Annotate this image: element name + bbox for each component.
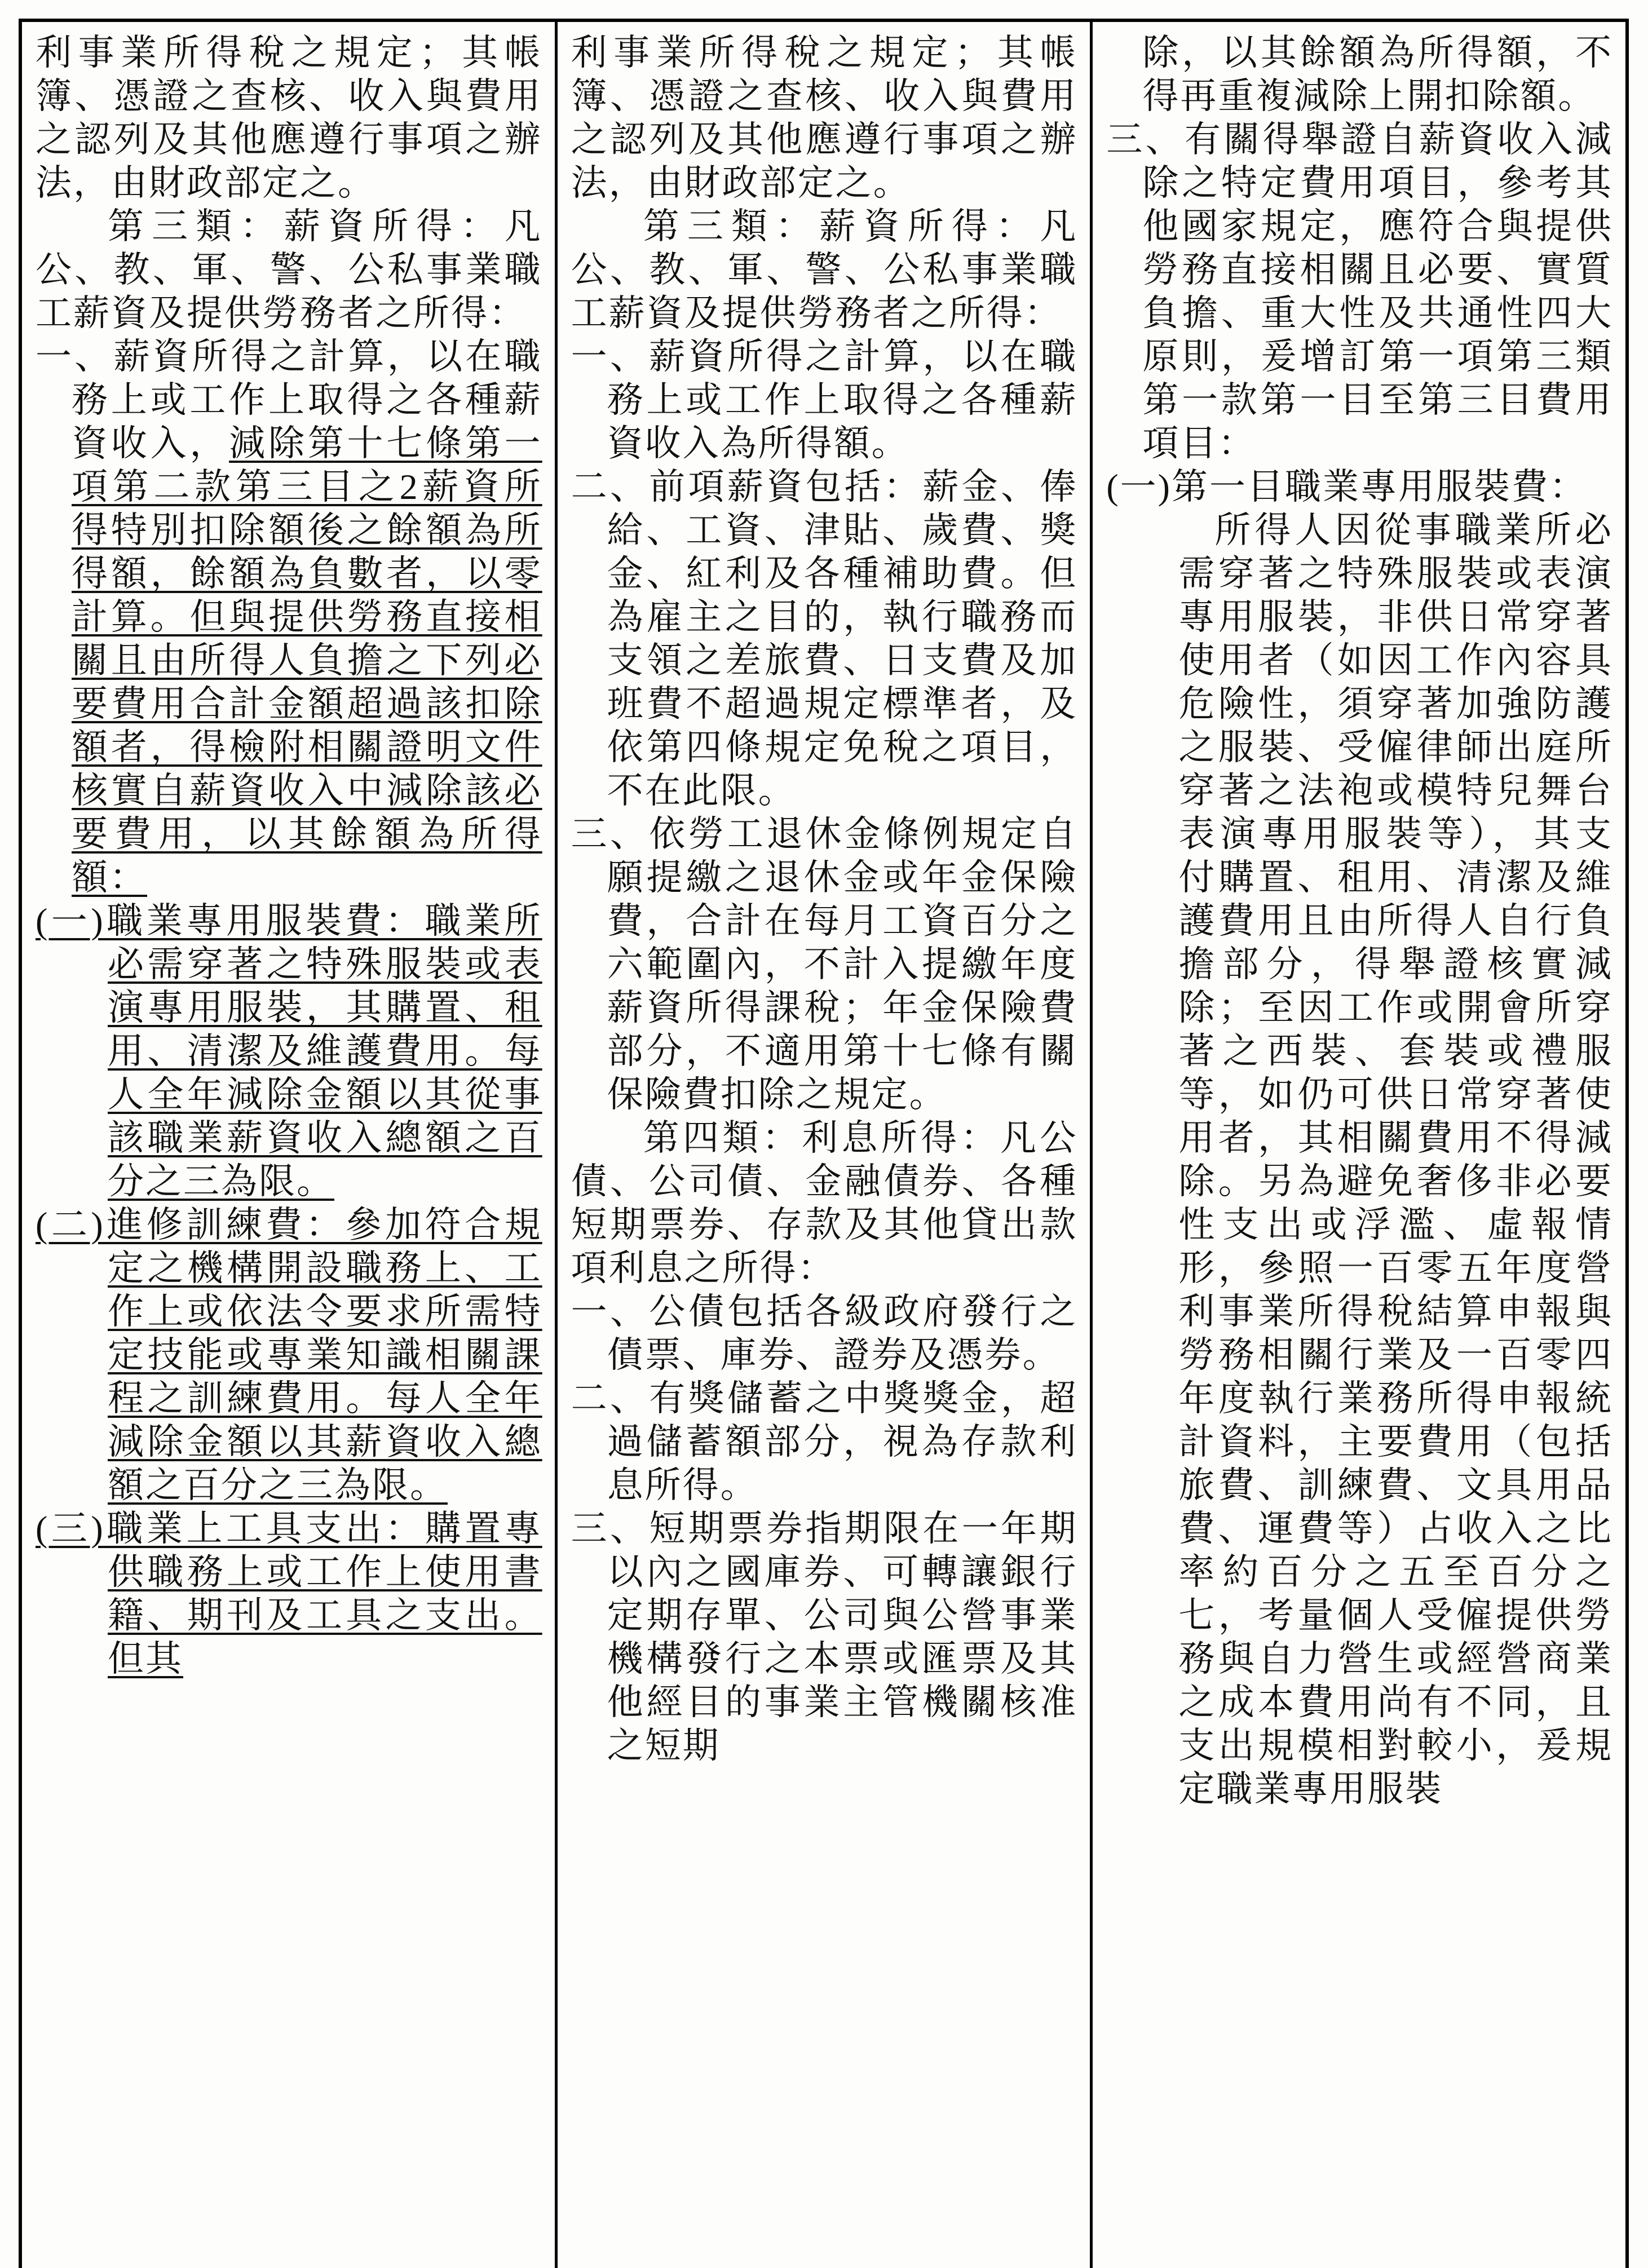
text-segment: (一)第一目職業專用服裝費：: [1106, 467, 1587, 507]
paragraph: [36, 1203, 542, 1507]
underlined-text-segment: (二)進修訓練費：參加符合規定之機構開設職務上、工作上或依法令要求所需特定技能或專業知識相關課程之訓練費用。每人全年減除金額以其薪資收入總額之百分之三為限。: [36, 1205, 542, 1505]
text-segment: 三、依勞工退休金條例規定自願提繳之退休金或年金保險費，合計在每月工資百分之六範圍內，不計入提繳年度薪資所得課稅；年金保險費部分，不適用第十七條有關保險費扣除之規定。: [571, 814, 1078, 1115]
text-segment: 三、短期票券指期限在一年期以內之國庫券、可轉讓銀行定期存單、公司與公營事業機構發行之本票或匯票及其他經目的事業主管機關核准之短期: [571, 1509, 1078, 1766]
column-right-explanation: [1090, 22, 1625, 2268]
text-segment: 三、有關得舉證自薪資收入減除之特定費用項目，參考其他國家規定，應符合與提供勞務直接相關且必要、實質負擔、重大性及共通性四大原則，爰增訂第一項第三類第一款第一目至第三目費用項目：: [1106, 120, 1614, 463]
text-segment: 第四類：利息所得：凡公債、公司債、金融債券、各種短期票券、存款及其他貸出款項利息之所得：: [571, 1118, 1078, 1288]
column-left-amended-text: [22, 22, 555, 2268]
paragraph: [1106, 31, 1613, 118]
text-segment: 所得人因從事職業所必需穿著之特殊服裝或表演專用服裝，非供日常穿著使用者（如因工作內容具危險性，須穿著加強防護之服裝、受僱律師出庭所穿著之法袍或模特兒舞台表演專用服裝等），其支付購置、租用、清潔及維護費用且由所得人自行負擔部分，得舉證核實減除；至因工作或開會所穿著之西裝、套裝或禮服等，如仍可供日常穿著使用者，其相關費用不得減除。另為避免奢侈非必要性支出或浮濫、虛報情形，參照一百零五年度營利事業所得稅結算申報與勞務相關行業及一百零四年度執行業務所得申報統計資料，主要費用（包括旅費、訓練費、文具用品費、運費等）占收入之比率約百分之五至百分之七，考量個人受僱提供勞務與自力營生或經營商業之成本費用尚有不同，且支出規模相對較小，爰規定職業專用服裝: [1178, 510, 1614, 1809]
paragraph: [1106, 509, 1613, 1811]
text-segment: 二、前項薪資包括：薪金、俸給、工資、津貼、歲費、獎金、紅利及各種補助費。但為雇主之目的，執行職務而支領之差旅費、日支費及加班費不超過規定標準者，及依第四條規定免稅之項目，不在此限。: [571, 467, 1078, 811]
paragraph: [1106, 465, 1613, 509]
text-segment: 二、有獎儲蓄之中獎獎金，超過儲蓄額部分，視為存款利息所得。: [571, 1378, 1078, 1505]
underlined-text-segment: 減除第十七條第一項第二款第三目之2薪資所得特別扣除額後之餘額為所得額，餘額為負數者，以零計算。但與提供勞務直接相關且由所得人負擔之下列必要費用合計金額超過該扣除額者，得檢附相關證明文件核實自薪資收入中減除該必要費用，以其餘額為所得額：: [72, 423, 542, 898]
paragraph: [571, 812, 1078, 1116]
text-segment: 除，以其餘額為所得額，不得再重複減除上開扣除額。: [1142, 33, 1614, 116]
text-segment: 利事業所得稅之規定；其帳簿、憑證之查核、收入與費用之認列及其他應遵行事項之辦法，由財政部定之。: [571, 33, 1078, 203]
underlined-text-segment: (一)職業專用服裝費：職業所必需穿著之特殊服裝或表演專用服裝，其購置、租用、清潔及維護費用。每人全年減除金額以其從事該職業薪資收入總額之百分之三為限。: [36, 901, 542, 1201]
column-middle-current-text: [555, 22, 1090, 2268]
text-segment: 第三類：薪資所得：凡公、教、軍、警、公私事業職工薪資及提供勞務者之所得：: [36, 206, 542, 333]
text-segment: 一、薪資所得之計算，以在職務上或工作上取得之各種薪資收入為所得額。: [571, 337, 1078, 463]
paragraph: [36, 31, 542, 205]
text-segment: 一、公債包括各級政府發行之債票、庫券、證券及憑券。: [571, 1292, 1078, 1375]
paragraph: [571, 1507, 1078, 1767]
paragraph: [36, 1507, 542, 1681]
paragraph: [571, 465, 1078, 812]
paragraph: [571, 1377, 1078, 1507]
paragraph: [571, 31, 1078, 205]
text-segment: 一、薪資所得之計算，以在職務上或工作上取得之各種薪資收入，: [36, 337, 542, 463]
law-comparison-table: [19, 19, 1629, 2268]
paragraph: [571, 1116, 1078, 1290]
paragraph: [571, 205, 1078, 335]
paragraph: [571, 1290, 1078, 1377]
paragraph: [1106, 118, 1613, 465]
paragraph: [36, 205, 542, 335]
paragraph: [571, 335, 1078, 465]
paragraph: [36, 335, 542, 899]
text-segment: 第三類：薪資所得：凡公、教、軍、警、公私事業職工薪資及提供勞務者之所得：: [571, 206, 1078, 333]
underlined-text-segment: (三)職業上工具支出：購置專供職務上或工作上使用書籍、期刊及工具之支出。但其: [36, 1509, 542, 1679]
paragraph: [36, 899, 542, 1203]
text-segment: 利事業所得稅之規定；其帳簿、憑證之查核、收入與費用之認列及其他應遵行事項之辦法，由財政部定之。: [36, 33, 542, 203]
